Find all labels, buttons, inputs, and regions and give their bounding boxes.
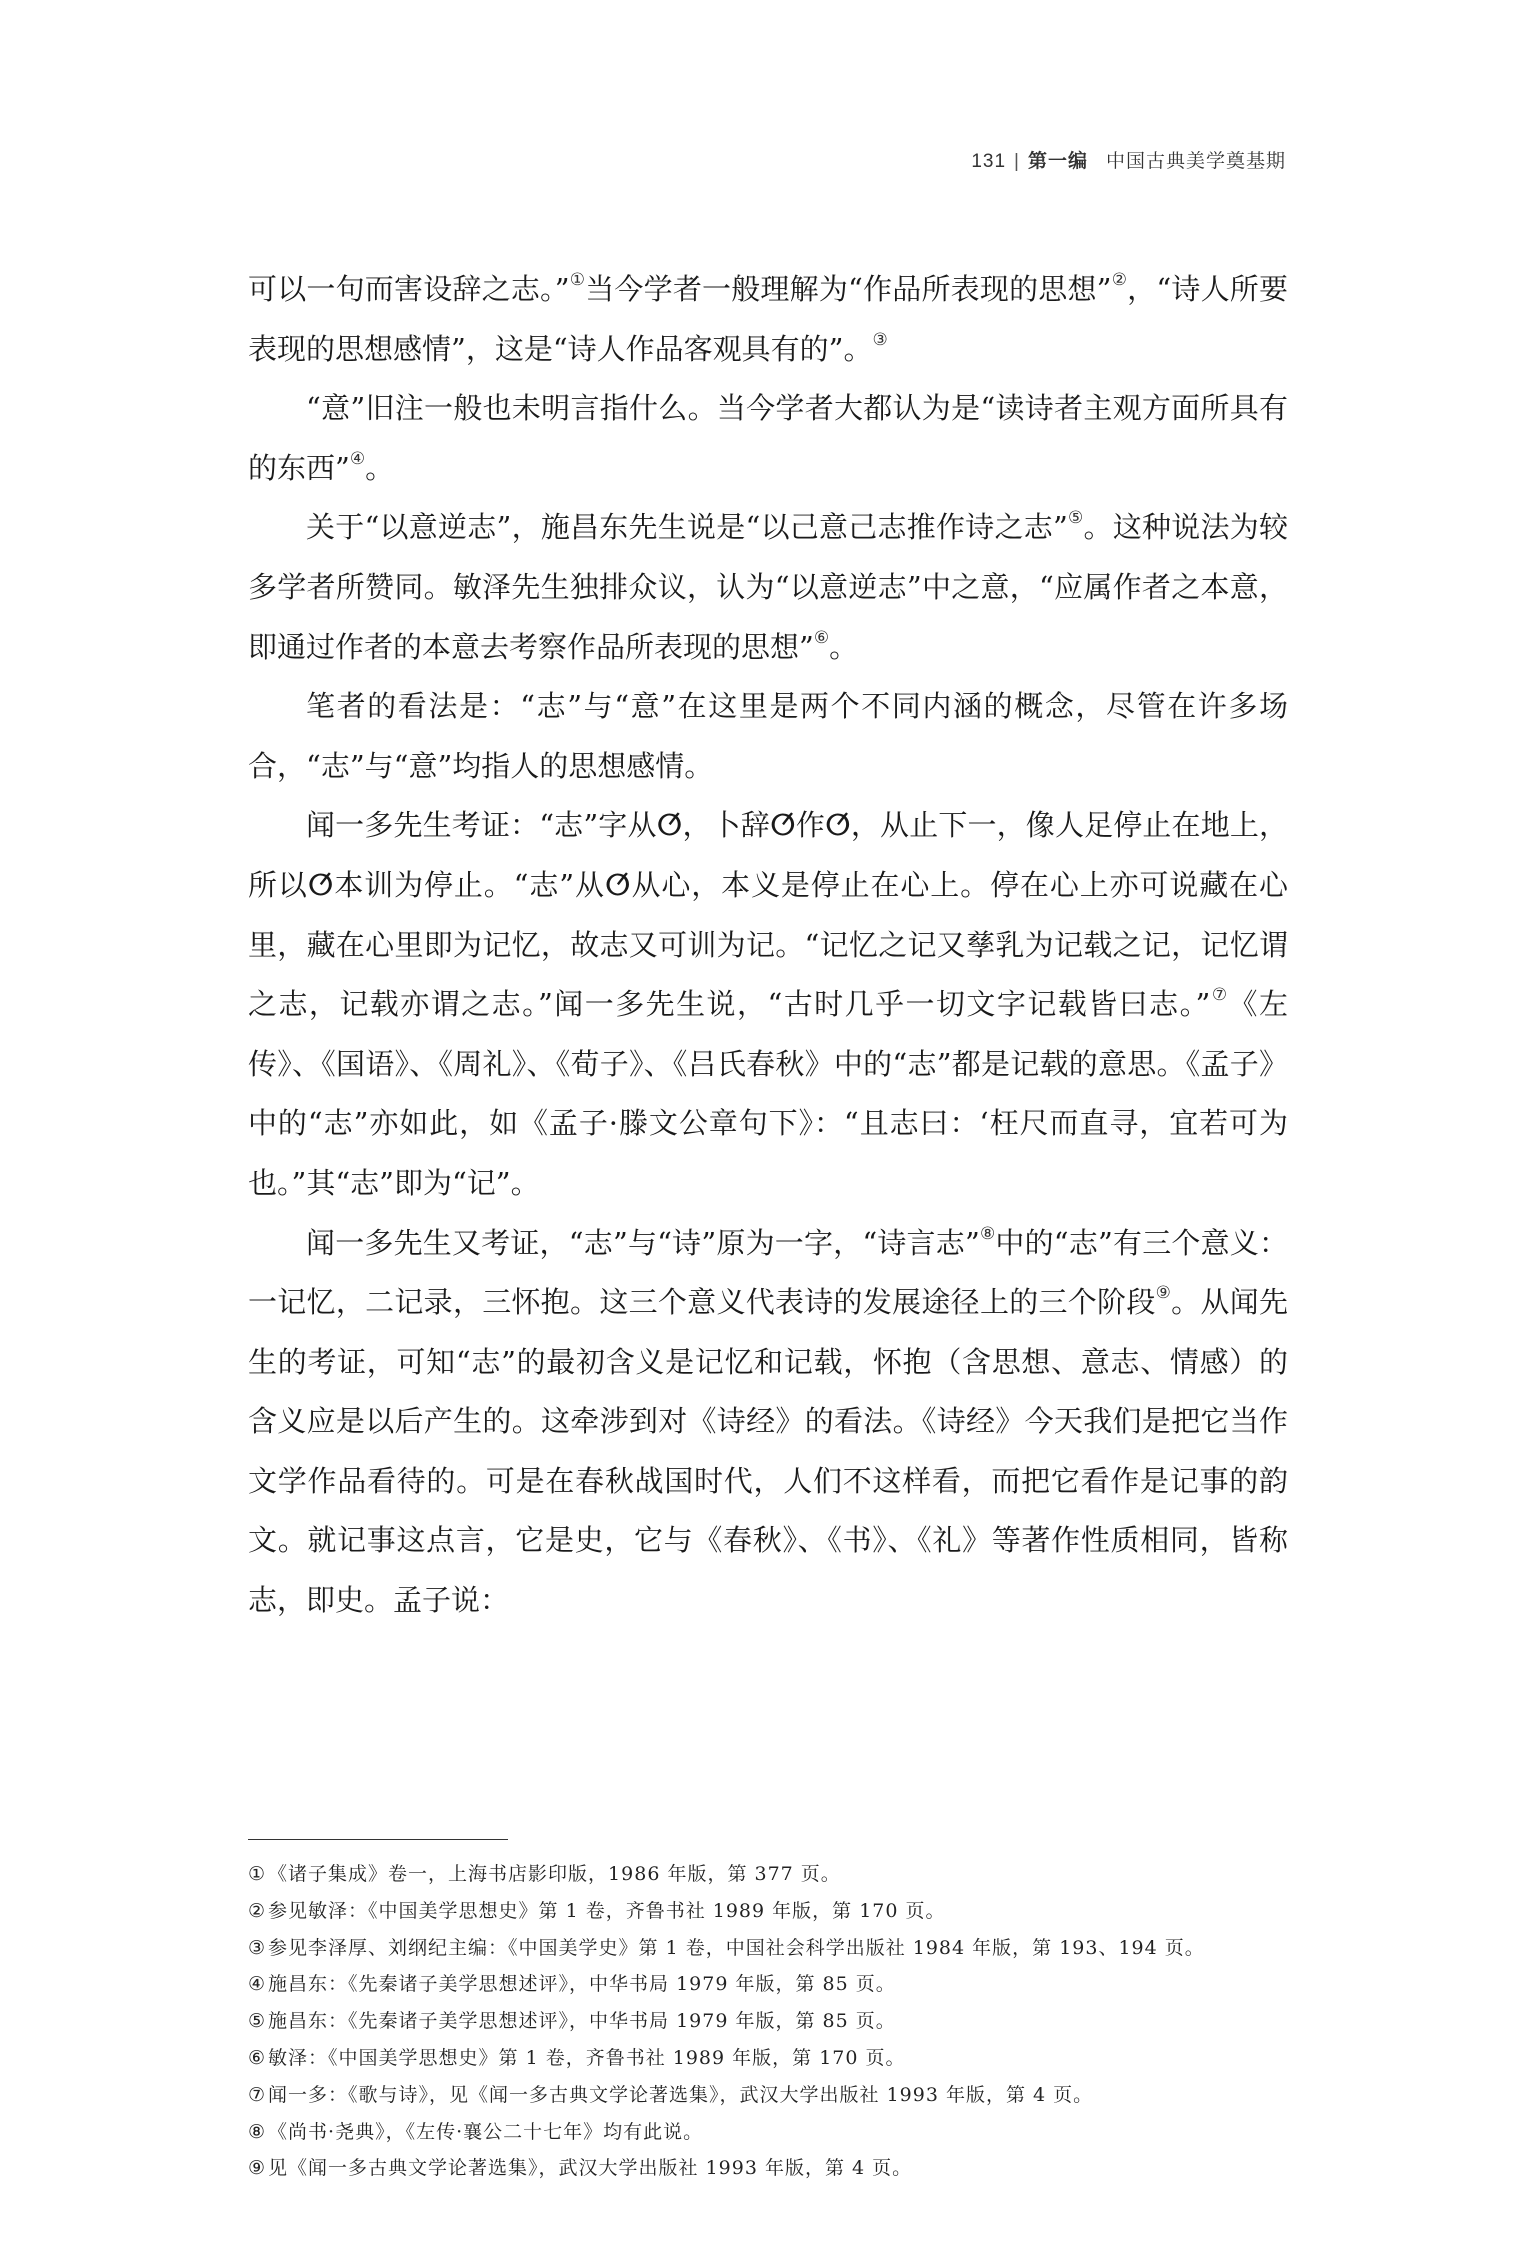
footnote-divider [248, 1839, 508, 1840]
footnote-ref-9: ⑨ [1155, 1283, 1172, 1304]
header-section-title: 中国古典美学奠基期 [1105, 151, 1286, 172]
footnote-2 [248, 1893, 1288, 1930]
footnote-text: 施昌东：《先秦诸子美学思想述评》，中华书局 1979 年版，第 85 页。 [268, 2010, 896, 2033]
footnote-number: ⑥ [248, 2046, 267, 2069]
footnote-text: 见《闻一多古典文学论著选集》，武汉大学出版社 1993 年版，第 4 页。 [268, 2157, 913, 2180]
footnote-5 [248, 2003, 1288, 2040]
paragraph-6-text-b: 中的“志”有三个意义：一记忆，二记录，三怀抱。这三个意义代表诗的发展途径上的三个阶段 [248, 1225, 1288, 1320]
footnote-4 [248, 1966, 1288, 2003]
footnote-ref-8: ⑧ [979, 1223, 996, 1244]
footnote-number: ⑨ [248, 2157, 267, 2180]
paragraph-4: 笔者的看法是：“志”与“意”在这里是两个不同内涵的概念，尽管在许多场合，“志”与“意”均指人的思想感情。 [248, 689, 1288, 783]
footnote-1 [248, 1856, 1288, 1893]
footnote-text: 敏泽：《中国美学思想史》第 1 卷，齐鲁书社 1989 年版，第 170 页。 [268, 2046, 906, 2069]
paragraph-5-text-b: 《左传》、《国语》、《周礼》、《荀子》、《吕氏春秋》中的“志”都是记载的意思。《孟子》中的“志”亦如此，如《孟子·滕文公章句下》：“且志曰：‘枉尺而直寻，宜若可为也。”其“志”即为“记”。 [248, 987, 1288, 1200]
paragraph-2-text-b: 。 [365, 450, 395, 485]
paragraph-1 [248, 260, 1288, 379]
paragraph-2 [248, 379, 1288, 498]
header-separator: | [1014, 151, 1020, 172]
footnote-text: 参见李泽厚、刘纲纪主编：《中国美学史》第 1 卷，中国社会科学出版社 1984 年版，第 193、194 页。 [268, 1936, 1205, 1959]
footnote-number: ⑤ [248, 2010, 267, 2033]
paragraph-5 [248, 796, 1288, 1213]
footnote-number: ⑧ [248, 2120, 267, 2143]
header-part: 第一编 [1027, 151, 1088, 172]
paragraph-1-text-a: 可以一句而害设辞之志。” [248, 272, 570, 306]
footnote-9 [248, 2150, 1288, 2187]
footnote-number: ① [248, 1863, 267, 1885]
paragraph-6-text-a: 闻一多先生又考证，“志”与“诗”原为一字，“诗言志” [306, 1225, 980, 1260]
paragraph-1-text-c: ，“诗人所要表现的思想感情”，这是“诗人作品客观具有的”。 [248, 272, 1289, 366]
footnote-number: ④ [248, 1973, 267, 1996]
footnote-ref-2: ② [1111, 270, 1128, 290]
paragraph-1-text-b: 当今学者一般理解为“作品所表现的思想” [585, 272, 1112, 306]
paragraph-5-text-a: 闻一多先生考证：“志”字从ⵚ，卜辞ⵚ作ⵚ，从止下一，像人足停止在地上，所以ⵚ本训为停止。“志”从ⵚ从心，本义是停止在心上。停在心上亦可说藏在心里，藏在心里即为记忆，故志又可训为记。“记忆之记又孳乳为记载之记，记忆谓之志，记载亦谓之志。”闻一多先生说，“古时几乎一切文字记载皆曰志。” [248, 808, 1288, 1022]
paragraph-3-text-a: 关于“以意逆志”，施昌东先生说是“以己意己志推作诗之志” [306, 510, 1068, 545]
footnote-3 [248, 1930, 1288, 1967]
footnote-7 [248, 2077, 1288, 2114]
footnote-number: ② [248, 1899, 267, 1922]
footnote-ref-6: ⑥ [813, 627, 830, 648]
footnote-text: 《诸子集成》卷一，上海书店影印版，1986 年版，第 377 页。 [268, 1863, 841, 1885]
footnote-ref-4: ④ [349, 448, 366, 469]
footnotes [248, 1856, 1288, 2187]
paragraph-6-text-c: 。从闻先生的考证，可知“志”的最初含义是记忆和记载，怀抱（含思想、意志、情感）的含义应是以后产生的。这牵涉到对《诗经》的看法。《诗经》今天我们是把它当作文学作品看待的。可是在春秋战国时代，人们不这样看，而把它看作是记事的韵文。就记事这点言，它是史，它与《春秋》、《书》、《礼》等著作性质相同，皆称志，即史。孟子说： [248, 1285, 1288, 1618]
paragraph-3-text-b: 。这种说法为较多学者所赞同。敏泽先生独排众议，认为“以意逆志”中之意，“应属作者之本意，即通过作者的本意去考察作品所表现的思想” [248, 510, 1288, 664]
footnote-6 [248, 2040, 1288, 2077]
main-text [248, 260, 1288, 1631]
footnote-ref-7: ⑦ [1210, 985, 1229, 1006]
footnote-8 [248, 2114, 1288, 2151]
footnote-number: ⑦ [248, 2083, 267, 2106]
running-header [971, 146, 1286, 173]
footnote-ref-3: ③ [872, 329, 888, 350]
paragraph-3-text-c: 。 [829, 629, 859, 664]
footnote-text: 参见敏泽：《中国美学思想史》第 1 卷，齐鲁书社 1989 年版，第 170 页。 [268, 1899, 946, 1922]
page-number: 131 [971, 151, 1007, 172]
footnote-text: 《尚书·尧典》，《左传·襄公二十七年》均有此说。 [268, 2120, 704, 2143]
footnote-ref-1: ① [569, 270, 586, 290]
paragraph-2-text-a: “意”旧注一般也未明言指什么。当今学者大都认为是“读诗者主观方面所具有的东西” [248, 391, 1288, 485]
paragraph-6 [248, 1214, 1288, 1631]
footnote-ref-5: ⑤ [1067, 508, 1084, 529]
footnote-text: 闻一多：《歌与诗》，见《闻一多古典文学论著选集》，武汉大学出版社 1993 年版，第 4 页。 [268, 2083, 1094, 2106]
footnote-number: ③ [248, 1936, 267, 1959]
paragraph-3 [248, 498, 1288, 677]
footnote-text: 施昌东：《先秦诸子美学思想述评》，中华书局 1979 年版，第 85 页。 [268, 1973, 896, 1996]
